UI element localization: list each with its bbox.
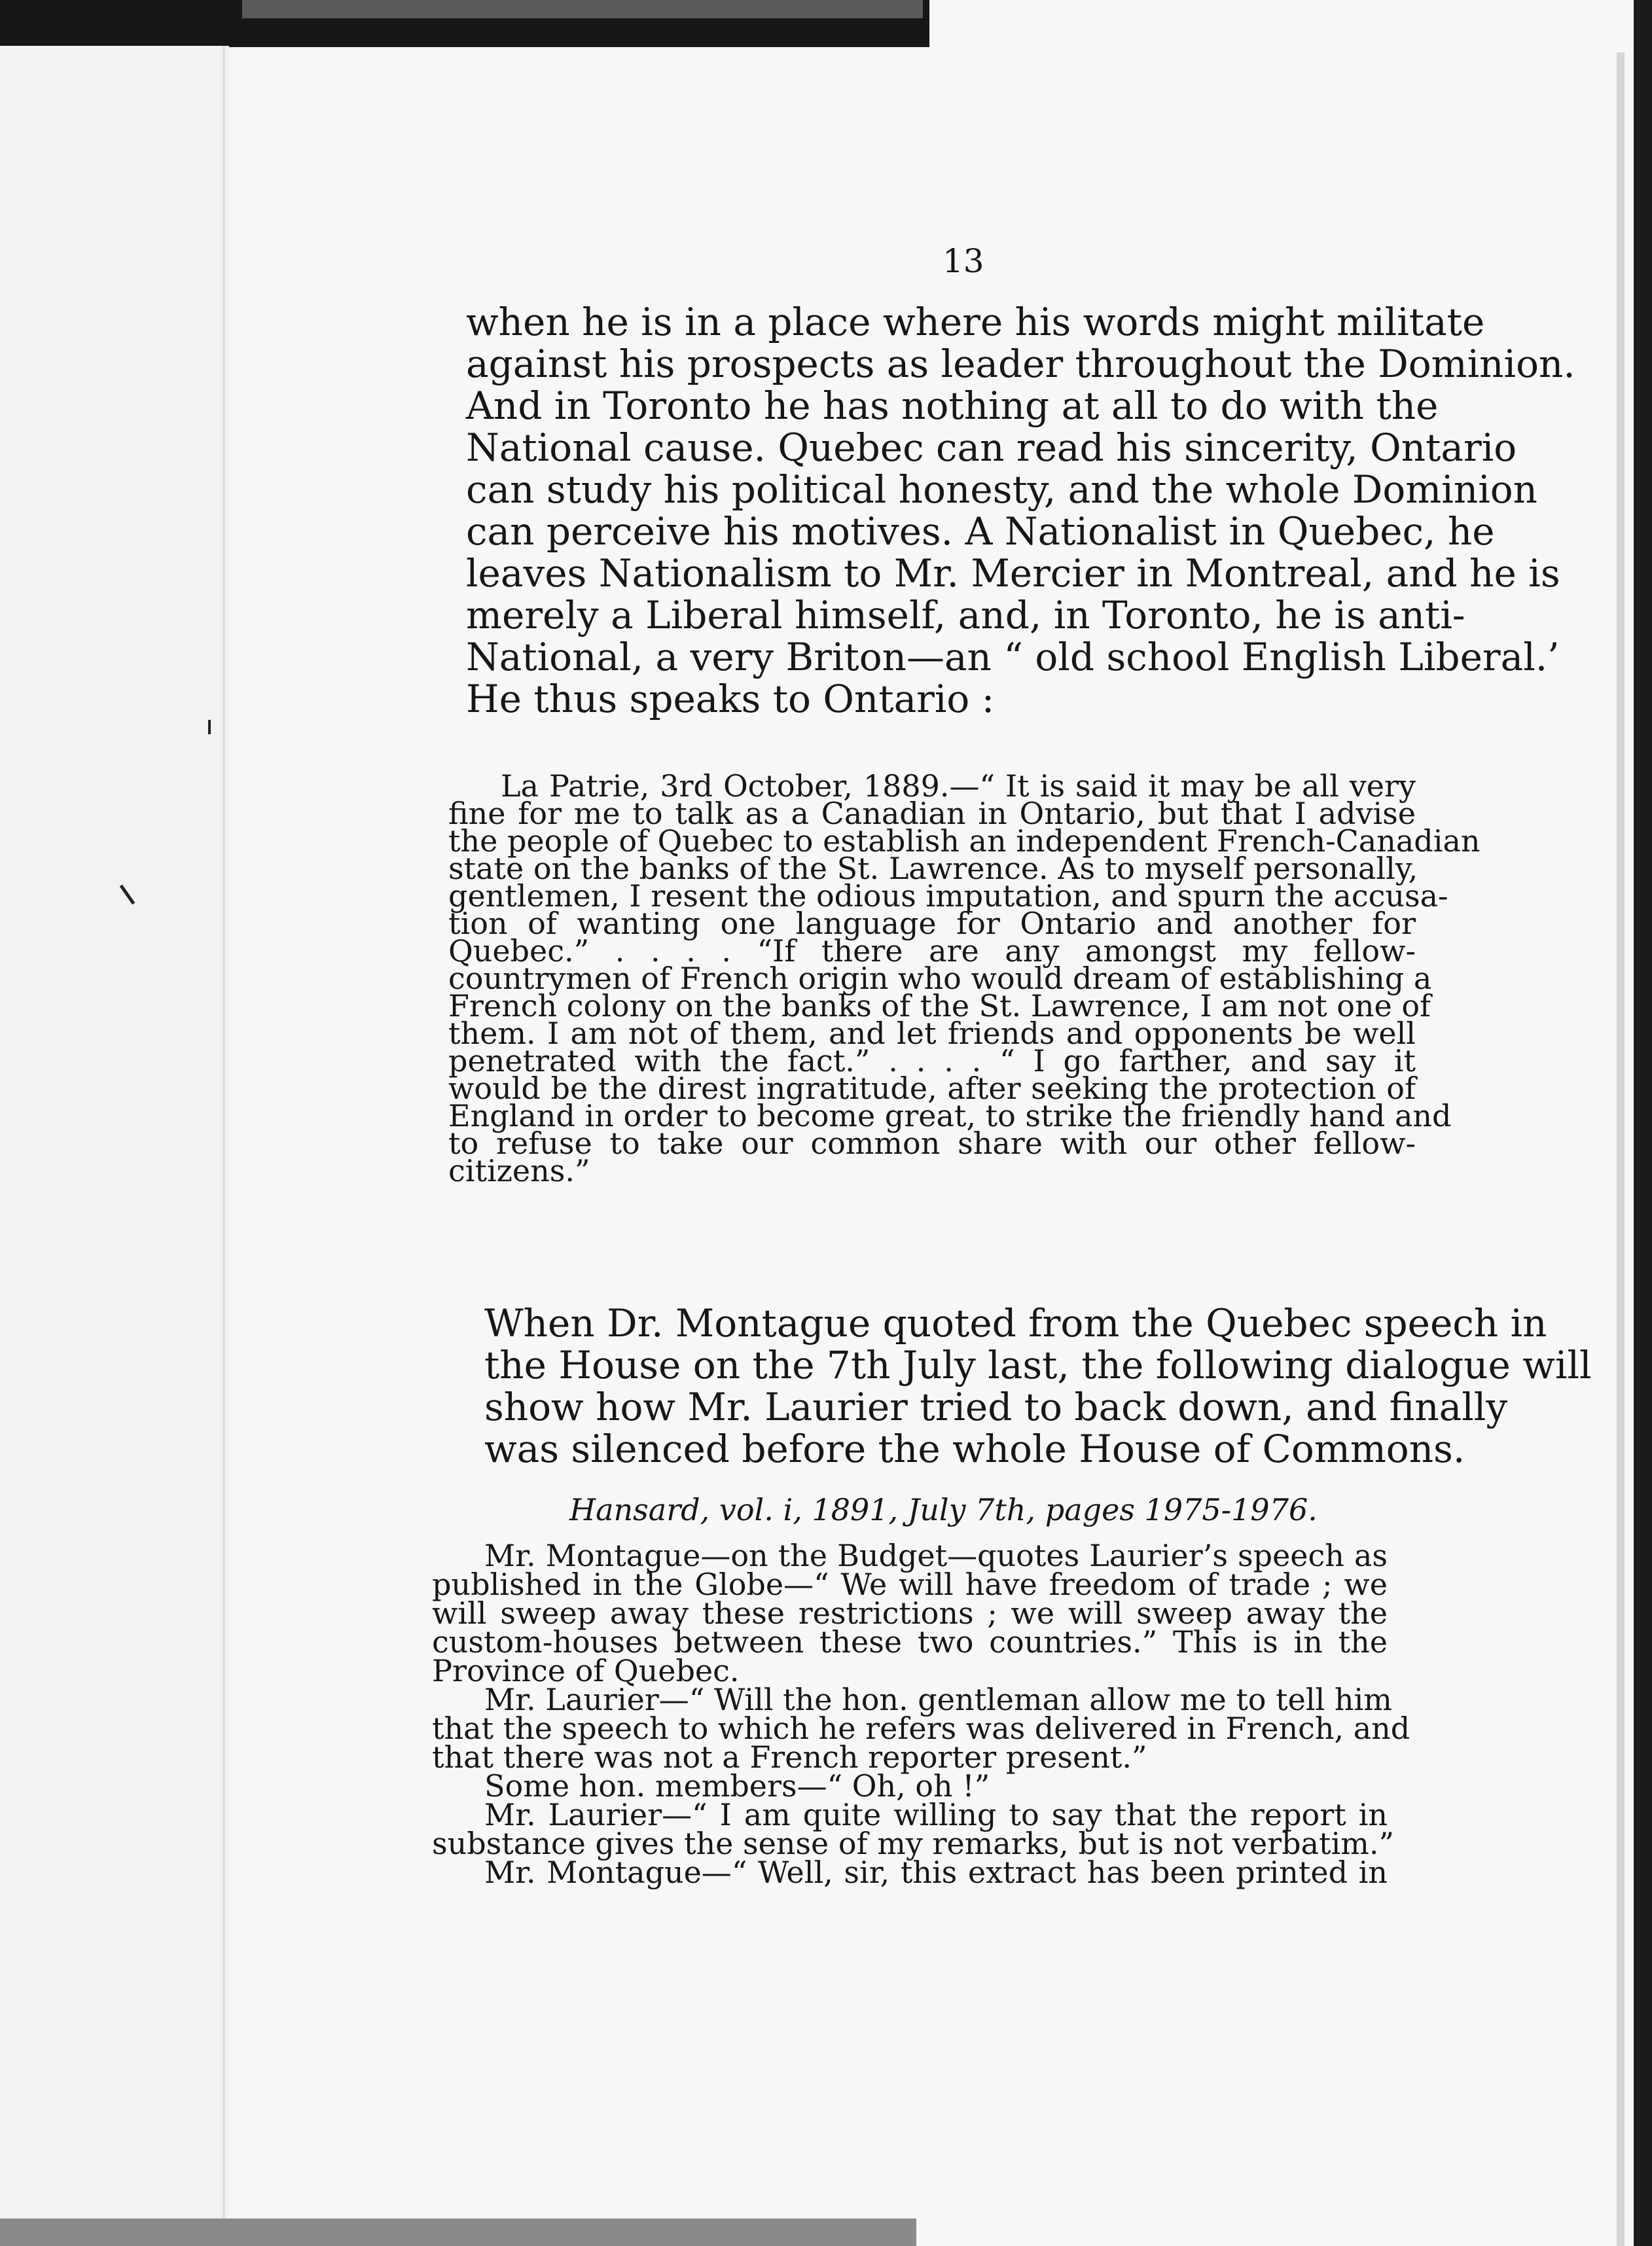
quote-line: to refuse to take our common share with our other fellow-: [448, 1126, 1416, 1161]
dialogue-line: Some hon. members—“ Oh, oh !”: [484, 1768, 990, 1804]
scan-border-bottom: [0, 2219, 916, 2246]
quote-line: La Patrie, 3rd October, 1889.—“ It is said it may be all very: [501, 768, 1416, 804]
dialogue-line: custom-houses between these two countries.” This is in the: [432, 1624, 1388, 1660]
quote-line: Quebec.” . . . . “If there are any amongst my fellow-: [448, 933, 1416, 969]
paragraph-2: [484, 1301, 1592, 1471]
page-edge-shadow: [1617, 52, 1625, 2246]
text-line: He thus speaks to Ontario :: [466, 677, 995, 721]
text-line: National cause. Quebec can read his sincerity, Ontario: [466, 425, 1517, 470]
book-gutter: [223, 46, 225, 2246]
facing-blank-page: [0, 46, 229, 2246]
text-line: was silenced before the whole House of Commons.: [484, 1427, 1465, 1471]
dialogue-line: that the speech to which he refers was delivered in French, and: [432, 1711, 1410, 1746]
scan-border-top-inner: [242, 0, 923, 18]
quote-la-patrie: [448, 768, 1481, 1188]
quote-line: tion of wanting one language for Ontario and another for: [448, 906, 1416, 941]
text-line: leaves Nationalism to Mr. Mercier in Montreal, and he is: [466, 551, 1560, 596]
quote-line: citizens.”: [448, 1153, 590, 1188]
dialogue-line: substance gives the sense of my remarks, but is not verbatim.”: [432, 1826, 1395, 1861]
quote-line: them. I am not of them, and let friends and opponents be well: [448, 1016, 1416, 1051]
dialogue-line: that there was not a French reporter present.”: [432, 1739, 1147, 1775]
quote-line: state on the banks of the St. Lawrence. As to myself personally,: [448, 851, 1418, 886]
quote-line: French colony on the banks of the St. Lawrence, I am not one of: [448, 988, 1431, 1024]
paragraph-1: [466, 300, 1575, 721]
hansard-dialogue: [432, 1538, 1410, 1890]
quote-line: gentlemen, I resent the odious imputation, and spurn the accusa-: [448, 878, 1448, 914]
dialogue-line: Mr. Laurier—“ Will the hon. gentleman allow me to tell him: [484, 1682, 1392, 1717]
text-line: merely a Liberal himself, and, in Toronto, he is anti-: [466, 593, 1465, 637]
page-number: 13: [943, 242, 984, 280]
text-line: when he is in a place where his words might militate: [466, 300, 1485, 344]
quote-line: would be the direst ingratitude, after seeking the protection of: [448, 1071, 1416, 1106]
quote-line: the people of Quebec to establish an independent French-Canadian: [448, 823, 1481, 859]
text-line: And in Toronto he has nothing at all to do with the: [466, 383, 1439, 428]
dialogue-line: Province of Quebec.: [432, 1653, 740, 1688]
dialogue-line: Mr. Montague—“ Well, sir, this extract has been printed in: [484, 1855, 1388, 1890]
dialogue-line: Mr. Montague—on the Budget—quotes Laurier’s speech as: [484, 1538, 1388, 1573]
text-line: against his prospects as leader throughout the Dominion.: [466, 342, 1575, 386]
hansard-heading: Hansard, vol. i, 1891, July 7th, pages 1975-1976.: [569, 1492, 1318, 1527]
text-line: can study his political honesty, and the whole Dominion: [466, 467, 1538, 512]
dialogue-line: will sweep away these restrictions ; we will sweep away the: [432, 1595, 1388, 1631]
text-line: the House on the 7th July last, the following dialogue will: [484, 1343, 1592, 1387]
dialogue-line: Mr. Laurier—“ I am quite willing to say that the report in: [484, 1797, 1388, 1832]
dialogue-line: published in the Globe—“ We will have freedom of trade ; we: [432, 1567, 1388, 1602]
text-line: When Dr. Montague quoted from the Quebec speech in: [484, 1301, 1547, 1346]
quote-line: countrymen of French origin who would dream of establishing a: [448, 961, 1432, 996]
text-line: show how Mr. Laurier tried to back down, and finally: [484, 1385, 1508, 1429]
scan-border-right: [1634, 0, 1652, 2246]
scan-mark: [208, 720, 211, 734]
quote-line: fine for me to talk as a Canadian in Ontario, but that I advise: [448, 796, 1416, 831]
text-line: National, a very Briton—an “ old school English Liberal.’: [466, 635, 1560, 679]
quote-line: England in order to become great, to strike the friendly hand and: [448, 1098, 1452, 1133]
quote-line: penetrated with the fact.” . . . . “ I go farther, and say it: [448, 1043, 1416, 1078]
text-line: can perceive his motives. A Nationalist in Quebec, he: [466, 509, 1495, 554]
